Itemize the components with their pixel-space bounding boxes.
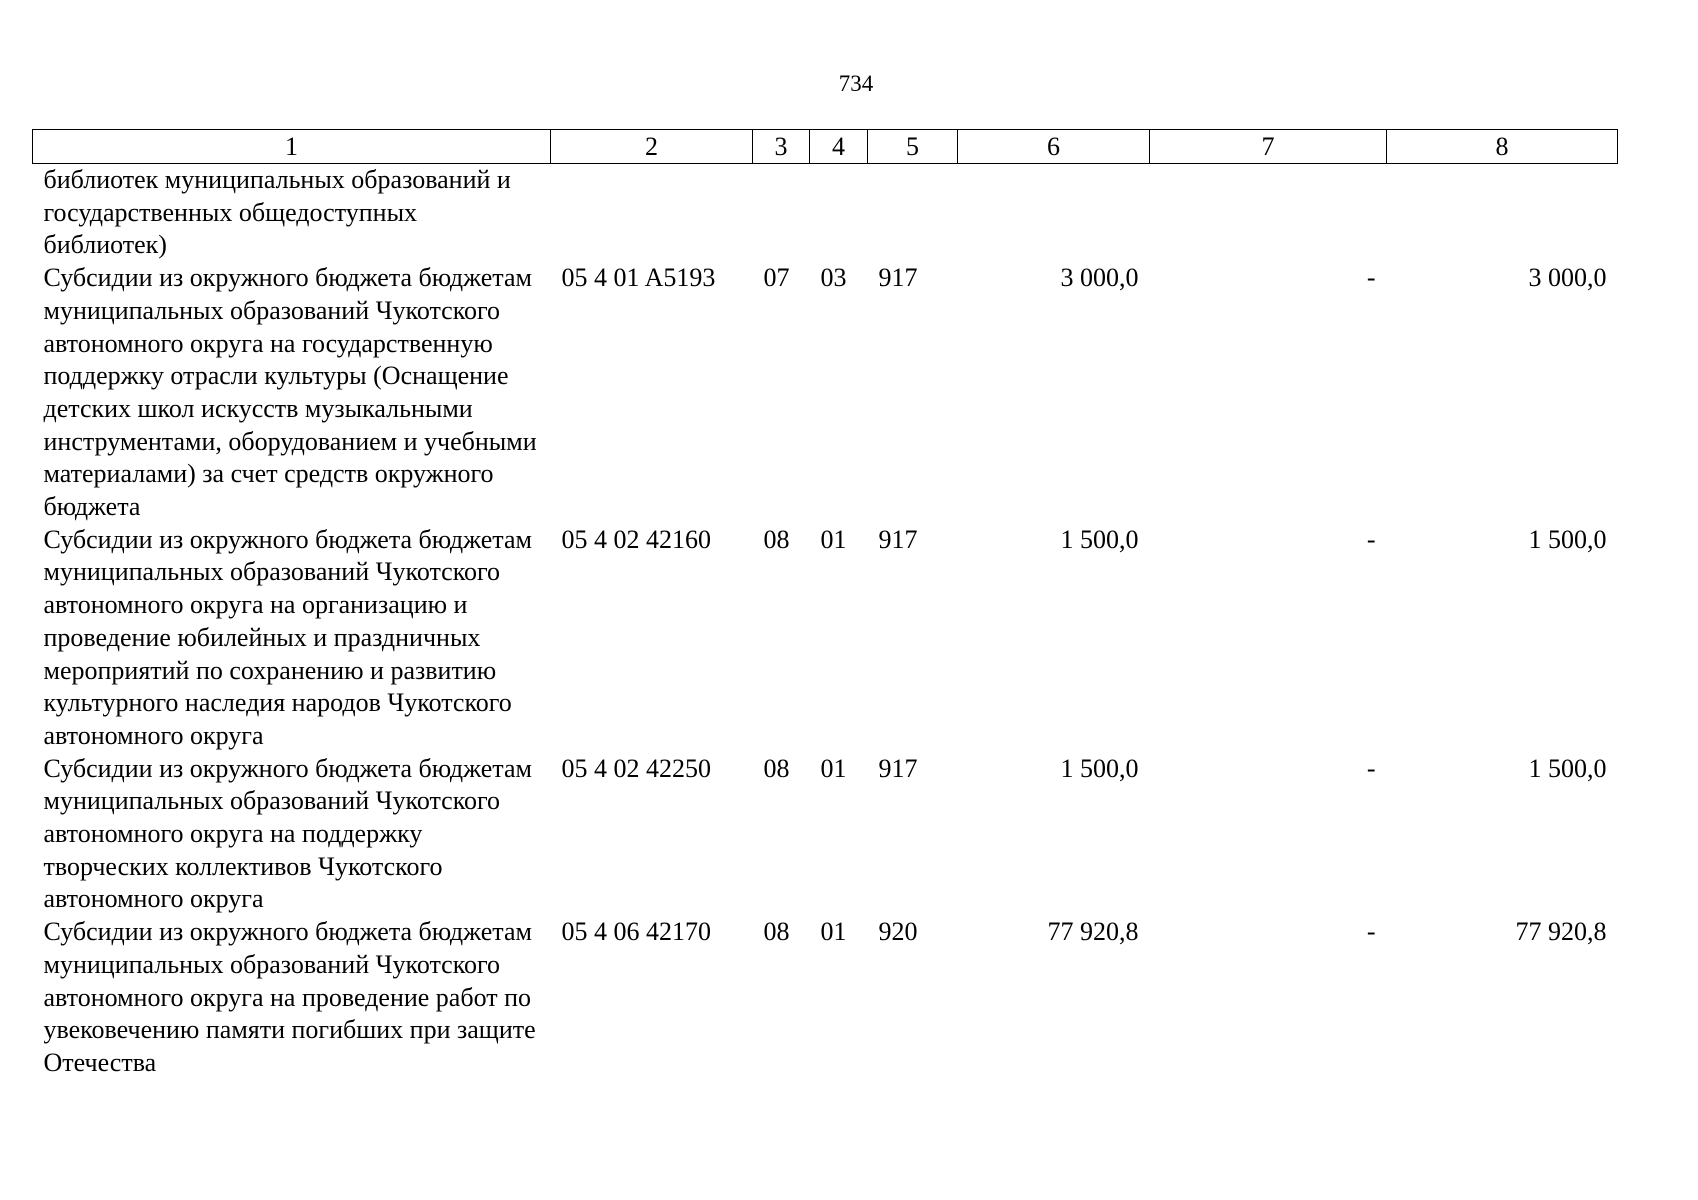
row-col-4: 01 [820, 753, 847, 783]
row-col-8: 77 920,8 [1515, 917, 1607, 947]
row-col-8: 1 500,0 [1528, 524, 1607, 554]
row-col-8: 3 000,0 [1528, 263, 1607, 293]
header-col-2: 2 [551, 130, 753, 164]
table-row [33, 916, 1618, 1080]
budget-table [32, 129, 1618, 1080]
table-row [33, 164, 1618, 263]
row-name: библиотек муниципальных образований и государственных общедоступных библиотек) [43, 165, 511, 260]
row-col-7: - [1366, 524, 1376, 554]
row-col-8: 1 500,0 [1528, 753, 1607, 783]
row-col-3: 08 [763, 917, 790, 947]
table-row [33, 262, 1618, 524]
row-col-6: 3 000,0 [1060, 263, 1139, 293]
header-col-3: 3 [753, 130, 810, 164]
row-col-6: 77 920,8 [1047, 917, 1139, 947]
row-name: Субсидии из окружного бюджета бюджетам муниципальных образований Чукотского автономного округа на поддержку творческих коллективов Чукотского автономного округа [43, 753, 532, 914]
row-col-6: 1 500,0 [1060, 524, 1139, 554]
row-col-3: 07 [763, 263, 790, 293]
row-col-5: 917 [878, 753, 918, 783]
row-code [551, 164, 753, 263]
row-col-6: 1 500,0 [1060, 753, 1139, 783]
row-col-7 [1150, 164, 1387, 263]
row-col-6 [958, 164, 1150, 263]
row-col-4: 03 [820, 263, 847, 293]
row-col-3: 08 [763, 753, 790, 783]
header-col-4: 4 [810, 130, 868, 164]
row-code: 05 4 01 A5193 [561, 263, 716, 293]
row-col-4 [810, 164, 868, 263]
page-number: 734 [838, 71, 874, 96]
row-col-3: 08 [763, 524, 790, 554]
header-col-8: 8 [1387, 130, 1618, 164]
row-code: 05 4 06 42170 [561, 917, 711, 947]
row-col-5: 920 [878, 917, 918, 947]
row-code: 05 4 02 42160 [561, 524, 711, 554]
row-code: 05 4 02 42250 [561, 753, 711, 783]
table-row [33, 524, 1618, 753]
row-col-4: 01 [820, 524, 847, 554]
row-col-7: - [1366, 917, 1376, 947]
row-col-5: 917 [878, 524, 918, 554]
row-name: Субсидии из окружного бюджета бюджетам муниципальных образований Чукотского автономного округа на организацию и проведение юбилейных и праздничных мероприятий по сохранению и развитию культурного наследия народов Чукотского автономного округа [43, 524, 532, 750]
table-row [33, 753, 1618, 917]
header-col-5: 5 [868, 130, 958, 164]
header-col-1: 1 [33, 130, 551, 164]
row-col-4: 01 [820, 917, 847, 947]
header-col-6: 6 [958, 130, 1150, 164]
row-name: Субсидии из окружного бюджета бюджетам муниципальных образований Чукотского автономного округа на проведение работ по увековечению памяти погибших при защите Отечества [43, 917, 536, 1077]
row-col-7: - [1366, 263, 1376, 293]
row-col-8 [1387, 164, 1618, 263]
row-name: Субсидии из окружного бюджета бюджетам муниципальных образований Чукотского автономного округа на государственную поддержку отрасли культуры (Оснащение детских школ искусств музыкальными инструментами, оборудованием и учебными материалами) за счет средств окружного бюджета [43, 263, 537, 522]
row-col-7: - [1366, 753, 1376, 783]
row-col-3 [753, 164, 810, 263]
row-col-5: 917 [878, 263, 918, 293]
table-header-row [33, 130, 1618, 164]
row-col-5 [868, 164, 958, 263]
header-col-7: 7 [1150, 130, 1387, 164]
